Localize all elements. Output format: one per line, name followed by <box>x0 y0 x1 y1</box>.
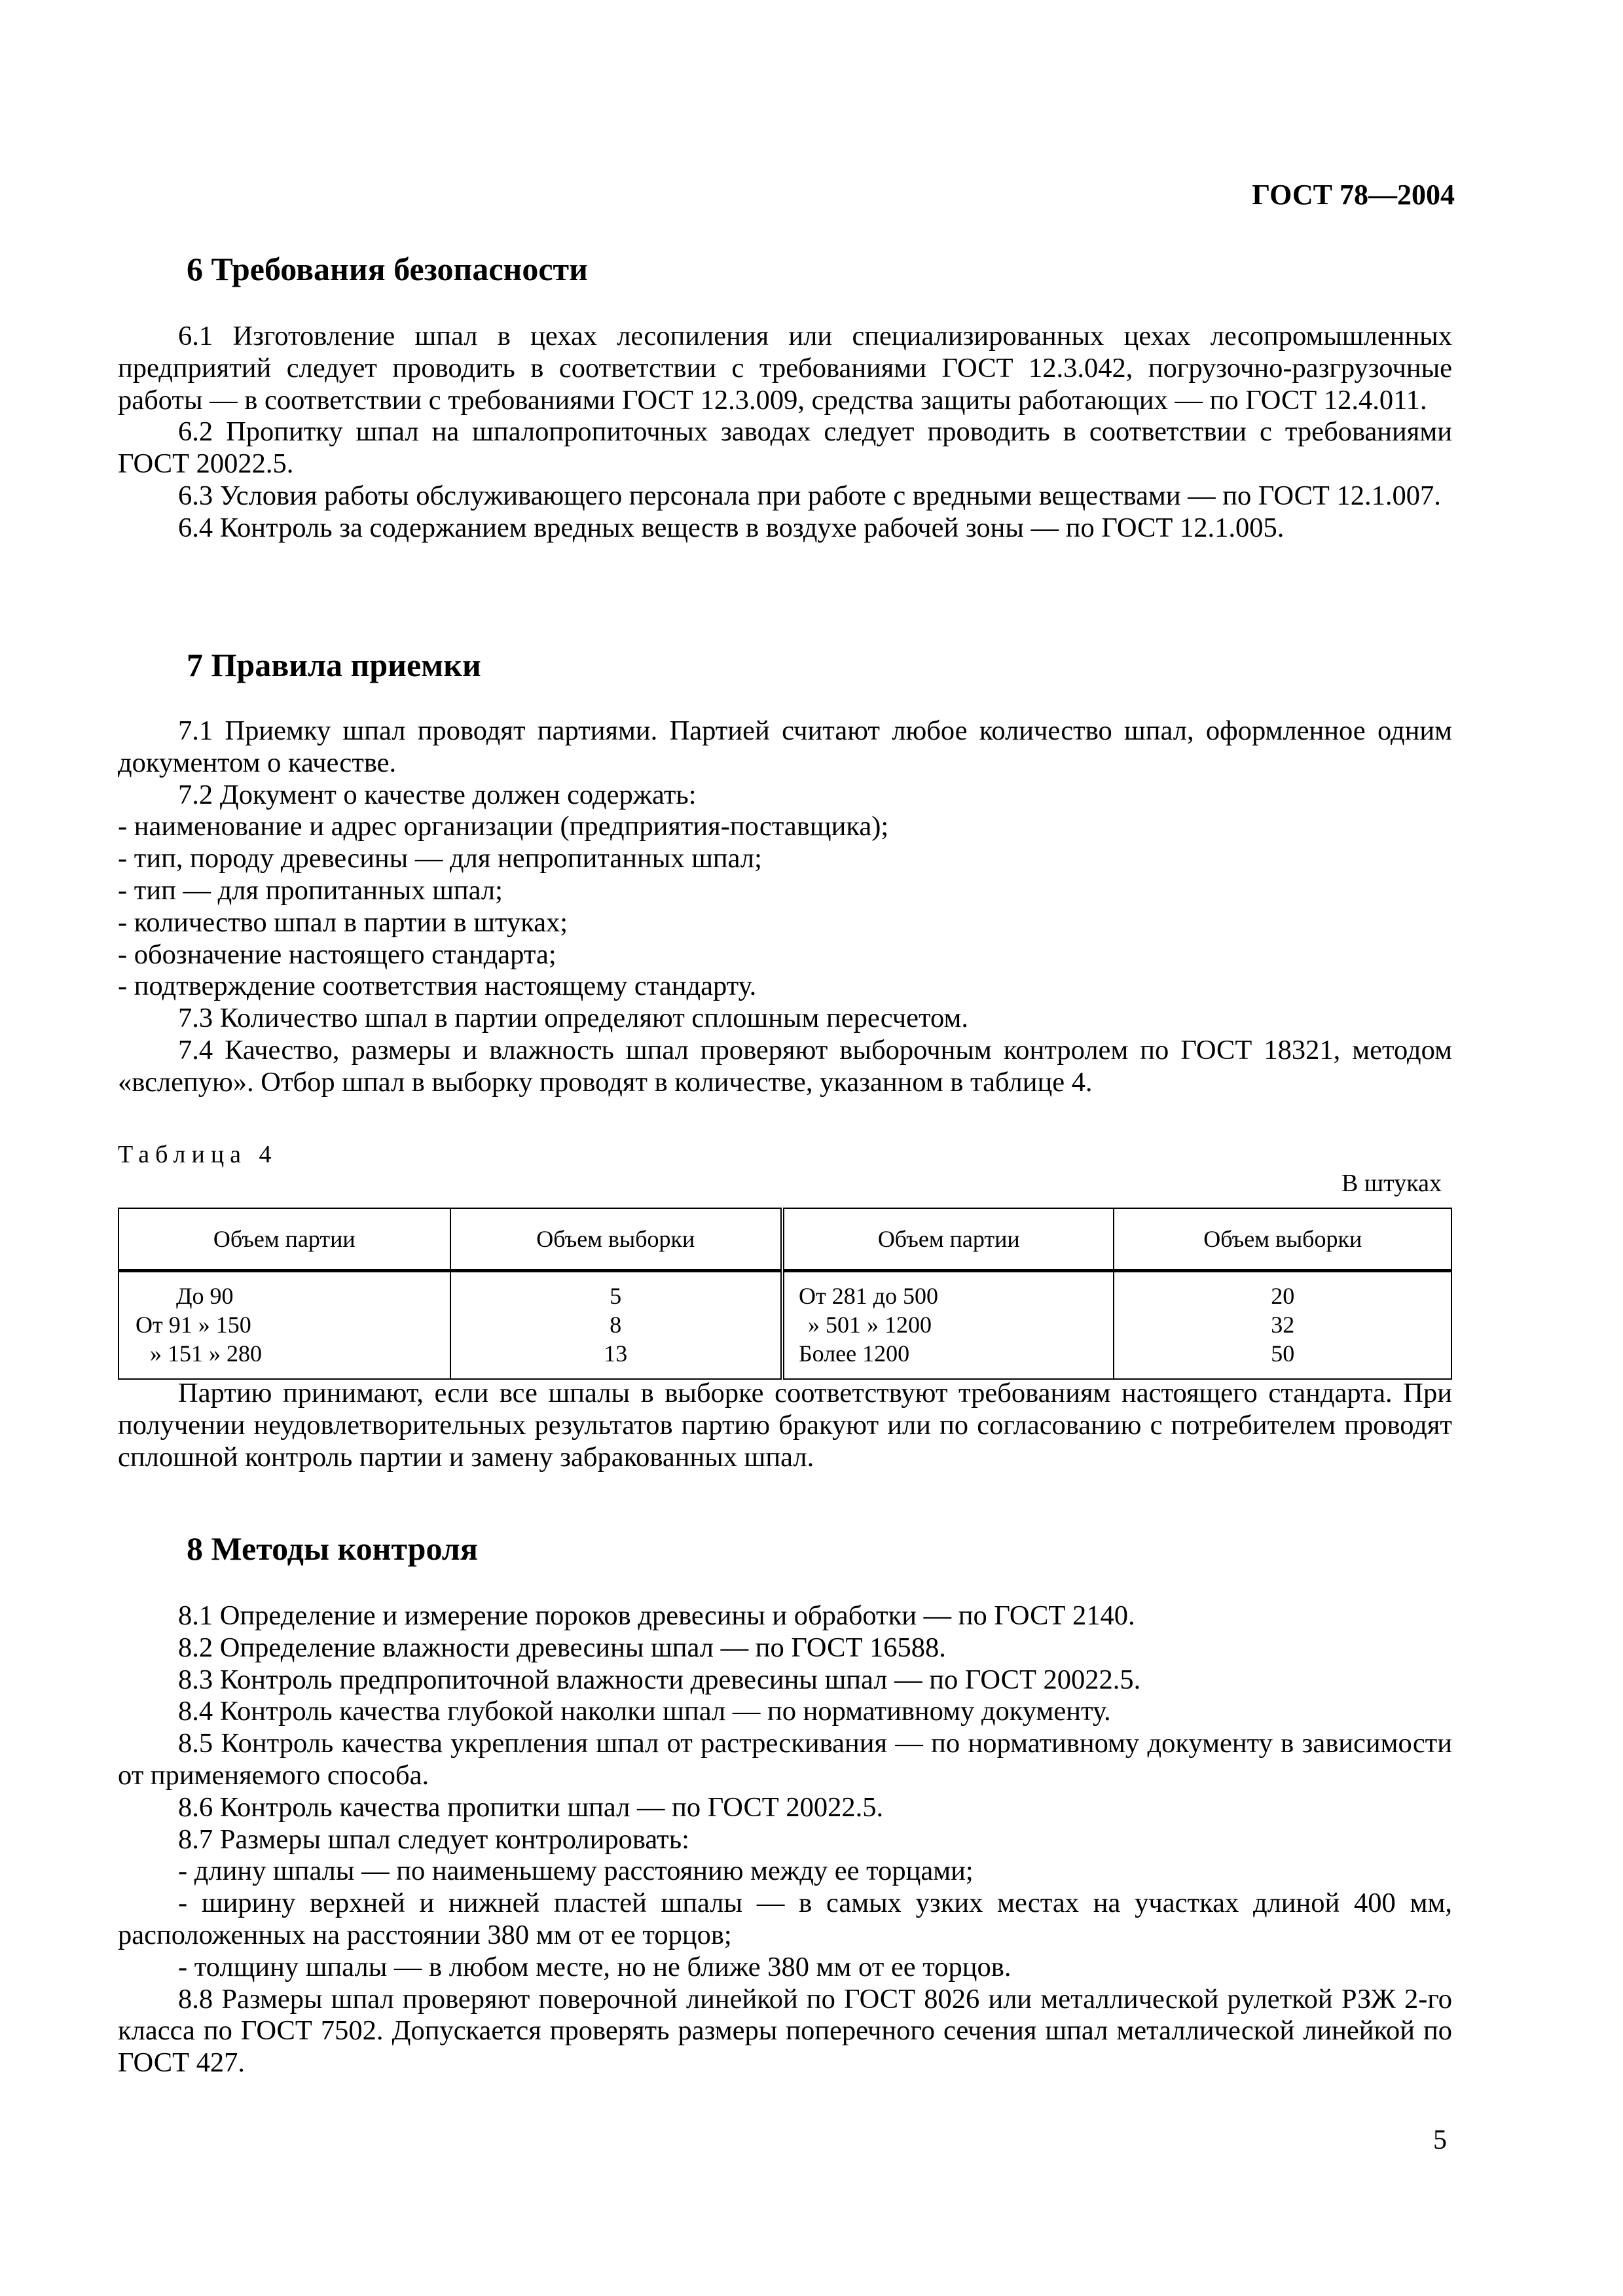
table-cell: 5 <box>610 1283 622 1309</box>
paragraph-8-5: 8.5 Контроль качества укрепления шпал от растрескивания — по нормативному документу в зависимости от применяемого способа. <box>118 1728 1452 1791</box>
table-cell-lot-sizes <box>782 1271 1114 1380</box>
list-item: - количество шпал в партии в штуках; <box>118 906 568 938</box>
column-header-sample-size: Объем выборки <box>1114 1208 1451 1271</box>
paragraph-7-1: 7.1 Приемку шпал проводят партиями. Партией считают любое количество шпал, оформленное одним документом о качестве. <box>118 715 1452 778</box>
table-cell: » 151 » 280 <box>150 1340 262 1367</box>
acceptance-paragraph: Партию принимают, если все шпалы в выборке соответствуют требованиям настоящего стандарта. При получении неудовлетворительных результатов партию бракуют или по согласованию с потребителем проводят сплошной контроль партии и замену забракованных шпал. <box>118 1378 1452 1473</box>
list-item: - подтверждение соответствия настоящему стандарту. <box>118 971 757 1002</box>
paragraph-8-2: 8.2 Определение влажности древесины шпал — по ГОСТ 16588. <box>178 1632 946 1663</box>
table-cell: От 281 до 500 <box>799 1283 939 1309</box>
table-cell: » 501 » 1200 <box>808 1312 932 1338</box>
column-header-lot-size: Объем партии <box>782 1208 1114 1271</box>
table-cell: 13 <box>604 1340 628 1367</box>
table-caption: Таблица 4 <box>118 1141 278 1168</box>
table-cell: 50 <box>1271 1340 1295 1367</box>
list-item: - обозначение настоящего стандарта; <box>118 939 556 970</box>
document-code: ГОСТ 78—2004 <box>1252 179 1455 211</box>
list-item: - длину шпалы — по наименьшему расстоянию между ее торцами; <box>178 1856 974 1887</box>
section-8-body <box>118 1600 1452 2079</box>
paragraph-7-3: 7.3 Количество шпал в партии определяют сплошным пересчетом. <box>178 1003 969 1034</box>
paragraph-8-3: 8.3 Контроль предпропиточной влажности древесины шпал — по ГОСТ 20022.5. <box>178 1664 1141 1695</box>
section-7-heading: 7 Правила приемки <box>187 647 481 683</box>
section-7-body <box>118 715 1452 1099</box>
list-item: - толщину шпалы — в любом месте, но не ближе 380 мм от ее торцов. <box>178 1951 1012 1982</box>
paragraph-6-4: 6.4 Контроль за содержанием вредных веществ в воздухе рабочей зоны — по ГОСТ 12.1.005. <box>178 512 1285 543</box>
table-cell-sample-sizes <box>450 1271 783 1380</box>
table-cell: 20 <box>1271 1283 1295 1309</box>
table-cell: 8 <box>610 1312 622 1338</box>
paragraph-6-1: 6.1 Изготовление шпал в цехах лесопиления или специализированных цехах лесопромышленных предприятий следует проводить в соответствии с требованиями ГОСТ 12.3.042, погрузочно-разгрузочные работы — в соответствии с требованиями ГОСТ 12.3.009, средства защиты работающих — по ГОСТ 12.4.011. <box>118 321 1452 416</box>
paragraph-8-1: 8.1 Определение и измерение пороков древесины и обработки — по ГОСТ 2140. <box>178 1600 1135 1631</box>
column-header-lot-size: Объем партии <box>119 1208 450 1271</box>
paragraph-8-6: 8.6 Контроль качества пропитки шпал — по ГОСТ 20022.5. <box>178 1791 884 1823</box>
table-cell-lot-sizes <box>119 1271 450 1380</box>
paragraph-6-2: 6.2 Пропитку шпал на шпалопропиточных заводах следует проводить в соответствии с требованиями ГОСТ 20022.5. <box>118 416 1452 480</box>
list-item: - ширину верхней и нижней пластей шпалы — в самых узких местах на участках длиной 400 мм, расположенных на расстоянии 380 мм от ее торцов; <box>118 1888 1452 1950</box>
table-cell: От 91 » 150 <box>136 1312 251 1338</box>
sample-size-table <box>118 1208 1452 1380</box>
table-cell: Более 1200 <box>799 1340 910 1367</box>
column-header-sample-size: Объем выборки <box>450 1208 783 1271</box>
table-cell: До 90 <box>176 1283 234 1309</box>
section-8-heading: 8 Методы контроля <box>187 1530 478 1567</box>
list-item: - тип — для пропитанных шпал; <box>118 874 503 906</box>
paragraph-8-8: 8.8 Размеры шпал проверяют поверочной линейкой по ГОСТ 8026 или металлической рулеткой РЗЖ 2-го класса по ГОСТ 7502. Допускается проверять размеры поперечного сечения шпал металлической линейкой по ГОСТ 427. <box>118 1983 1452 2079</box>
table-cell-sample-sizes <box>1114 1271 1451 1380</box>
section-6-body <box>118 321 1452 545</box>
table-unit-note: В штуках <box>1341 1170 1442 1197</box>
section-6-heading: 6 Требования безопасности <box>187 251 588 287</box>
table-header-row <box>119 1208 1451 1271</box>
paragraph-6-3: 6.3 Условия работы обслуживающего персонала при работе с вредными веществами — по ГОСТ 12.1.007. <box>178 480 1441 511</box>
table-cell: 32 <box>1271 1312 1295 1338</box>
page-number: 5 <box>1433 2125 1447 2155</box>
list-item: - наименование и адрес организации (предприятия-поставщика); <box>118 811 889 842</box>
table-row <box>119 1271 1451 1380</box>
paragraph-8-7: 8.7 Размеры шпал следует контролировать: <box>178 1823 689 1855</box>
list-item: - тип, породу древесины — для непропитанных шпал; <box>118 843 762 874</box>
paragraph-7-4: 7.4 Качество, размеры и влажность шпал проверяют выборочным контролем по ГОСТ 18321, методом «вслепую». Отбор шпал в выборку проводят в количестве, указанном в таблице 4. <box>118 1034 1452 1098</box>
paragraph-8-4: 8.4 Контроль качества глубокой наколки шпал — по нормативному документу. <box>178 1696 1111 1727</box>
acceptance-paragraph-block <box>118 1378 1452 1473</box>
paragraph-7-2: 7.2 Документ о качестве должен содержать: <box>178 779 697 810</box>
